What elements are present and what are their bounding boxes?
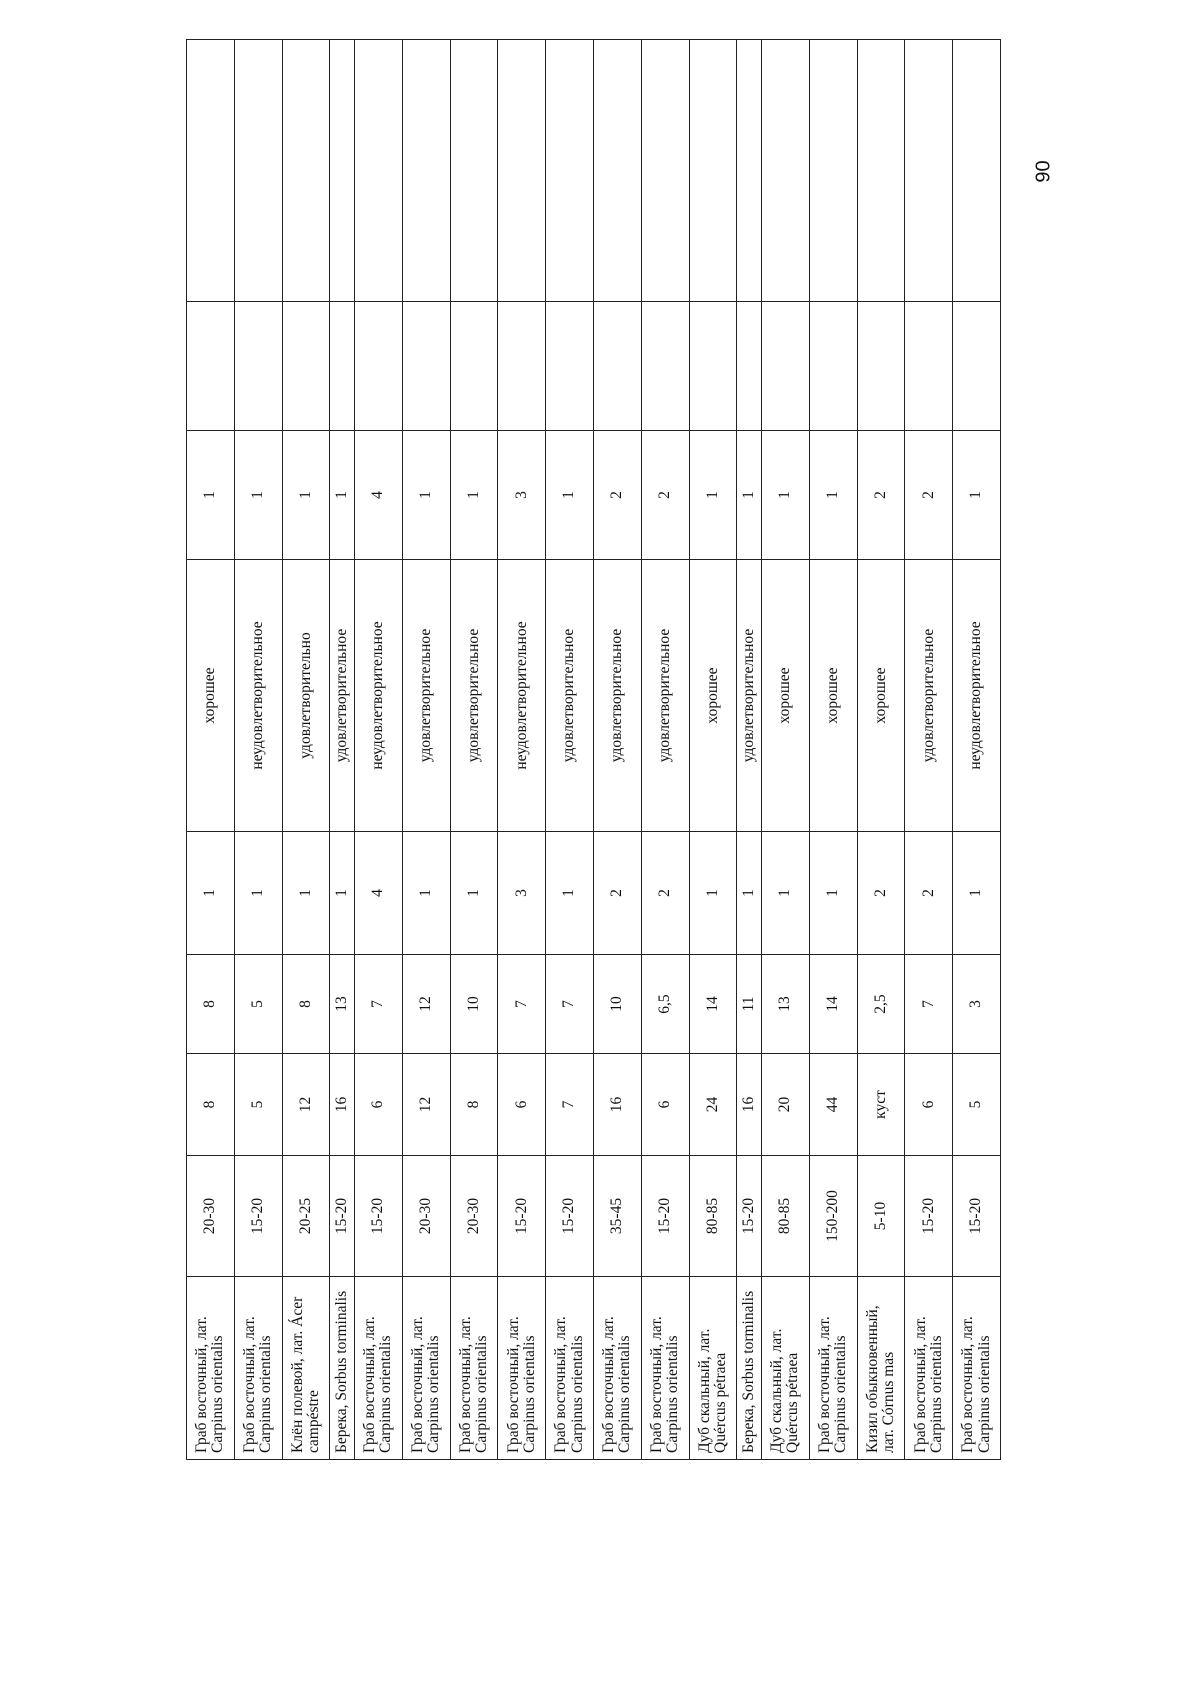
cell-species: Берека, Sorbus torminalis [330,1277,355,1460]
cell-condition: удовлетворительное [593,560,641,832]
cell-col-8 [450,302,498,431]
cell-col-8 [187,302,235,431]
table-row [330,40,355,1460]
table-row [187,40,235,1460]
cell-age: 15-20 [905,1156,953,1277]
cell-age: 35-45 [593,1156,641,1277]
cell-col-3: 6 [905,1054,953,1156]
cell-col-4: 2,5 [857,955,905,1054]
table-row [593,40,641,1460]
cell-col-7: 1 [953,431,1001,560]
cell-age: 15-20 [234,1156,282,1277]
cell-col-8 [234,302,282,431]
table-row [450,40,498,1460]
cell-age: 15-20 [737,1156,762,1277]
cell-col-9 [234,40,282,302]
cell-col-3: 6 [355,1054,403,1156]
table-row [282,40,330,1460]
cell-col-5: 1 [809,832,857,955]
cell-col-3: 16 [330,1054,355,1156]
cell-col-7: 1 [330,431,355,560]
cell-condition: неудовлетворительное [355,560,403,832]
cell-col-3: 24 [689,1054,737,1156]
cell-col-9 [330,40,355,302]
cell-col-9 [498,40,546,302]
cell-condition: удовлетворительное [546,560,594,832]
cell-col-4: 14 [689,955,737,1054]
cell-age: 15-20 [546,1156,594,1277]
cell-col-7: 2 [593,431,641,560]
cell-col-5: 1 [330,832,355,955]
cell-col-7: 1 [234,431,282,560]
cell-col-9 [761,40,809,302]
cell-col-7: 2 [905,431,953,560]
cell-age: 20-30 [402,1156,450,1277]
cell-col-7: 1 [187,431,235,560]
cell-col-8 [641,302,689,431]
table-row [953,40,1001,1460]
cell-species: Граб восточный, лат. Carpinus orientalis [450,1277,498,1460]
cell-col-4: 8 [187,955,235,1054]
cell-col-7: 4 [355,431,403,560]
cell-col-7: 1 [809,431,857,560]
cell-age: 15-20 [355,1156,403,1277]
cell-age: 80-85 [689,1156,737,1277]
cell-species: Граб восточный, лат. Carpinus orientalis [234,1277,282,1460]
cell-col-8 [905,302,953,431]
cell-age: 15-20 [330,1156,355,1277]
cell-col-8 [689,302,737,431]
cell-col-8 [593,302,641,431]
table-row [689,40,737,1460]
cell-col-8 [355,302,403,431]
cell-col-8 [761,302,809,431]
cell-col-8 [857,302,905,431]
table-row [402,40,450,1460]
table-row [857,40,905,1460]
cell-col-4: 10 [593,955,641,1054]
cell-col-8 [282,302,330,431]
cell-col-3: 6 [498,1054,546,1156]
cell-col-9 [689,40,737,302]
cell-species: Кизил обыкновенный, лат. Córnus mas [857,1277,905,1460]
cell-col-4: 7 [546,955,594,1054]
page-number: 90 [1032,160,1055,183]
cell-col-7: 1 [546,431,594,560]
cell-species: Граб восточный, лат. Carpinus orientalis [355,1277,403,1460]
table-row [905,40,953,1460]
cell-col-4: 14 [809,955,857,1054]
cell-age: 15-20 [953,1156,1001,1277]
rotated-table-wrapper [186,40,1001,1460]
cell-col-4: 13 [330,955,355,1054]
cell-condition: удовлетворительное [641,560,689,832]
cell-condition: хорошее [857,560,905,832]
cell-col-3: 44 [809,1054,857,1156]
cell-col-9 [593,40,641,302]
cell-col-4: 10 [450,955,498,1054]
cell-species: Граб восточный, лат. Carpinus orientalis [953,1277,1001,1460]
cell-age: 20-25 [282,1156,330,1277]
cell-col-5: 2 [857,832,905,955]
cell-condition: удовлетворительное [905,560,953,832]
cell-col-9 [450,40,498,302]
cell-col-3: 6 [641,1054,689,1156]
cell-condition: неудовлетворительное [953,560,1001,832]
cell-condition: удовлетворительное [450,560,498,832]
table-row [809,40,857,1460]
cell-condition: неудовлетворительное [498,560,546,832]
cell-col-3: 12 [402,1054,450,1156]
cell-col-5: 1 [402,832,450,955]
cell-condition: неудовлетворительное [234,560,282,832]
cell-col-5: 1 [737,832,762,955]
cell-species: Граб восточный, лат. Carpinus orientalis [402,1277,450,1460]
cell-condition: удовлетворительное [737,560,762,832]
cell-col-7: 1 [761,431,809,560]
table-row [546,40,594,1460]
cell-col-4: 7 [498,955,546,1054]
cell-age: 5-10 [857,1156,905,1277]
cell-col-8 [546,302,594,431]
cell-col-9 [187,40,235,302]
cell-col-5: 1 [282,832,330,955]
cell-col-4: 8 [282,955,330,1054]
table-row [737,40,762,1460]
table-row [641,40,689,1460]
cell-col-5: 4 [355,832,403,955]
cell-col-3: 16 [593,1054,641,1156]
cell-col-4: 12 [402,955,450,1054]
cell-col-5: 2 [593,832,641,955]
cell-col-5: 1 [234,832,282,955]
table-row [355,40,403,1460]
cell-col-4: 6,5 [641,955,689,1054]
cell-col-4: 7 [355,955,403,1054]
cell-col-8 [953,302,1001,431]
cell-species: Граб восточный, лат. Carpinus orientalis [593,1277,641,1460]
cell-col-3: 8 [187,1054,235,1156]
cell-col-5: 1 [450,832,498,955]
cell-col-5: 1 [689,832,737,955]
cell-age: 80-85 [761,1156,809,1277]
cell-species: Дуб скальный, лат. Quércus pétraea [761,1277,809,1460]
cell-col-8 [809,302,857,431]
cell-col-4: 5 [234,955,282,1054]
cell-col-5: 1 [546,832,594,955]
cell-col-7: 2 [857,431,905,560]
cell-col-7: 1 [402,431,450,560]
cell-col-9 [953,40,1001,302]
cell-col-5: 1 [953,832,1001,955]
cell-species: Граб восточный, лат. Carpinus orientalis [187,1277,235,1460]
cell-condition: удовлетворительное [402,560,450,832]
cell-col-7: 1 [282,431,330,560]
cell-col-8 [498,302,546,431]
cell-col-3: 5 [953,1054,1001,1156]
cell-col-5: 2 [641,832,689,955]
cell-species: Берека, Sorbus torminalis [737,1277,762,1460]
cell-age: 15-20 [641,1156,689,1277]
cell-species: Граб восточный, лат. Carpinus orientalis [641,1277,689,1460]
cell-condition: хорошее [689,560,737,832]
cell-col-3: 16 [737,1054,762,1156]
cell-col-9 [402,40,450,302]
cell-col-3: 8 [450,1054,498,1156]
cell-col-5: 3 [498,832,546,955]
cell-col-8 [402,302,450,431]
cell-col-9 [737,40,762,302]
table-row [498,40,546,1460]
tree-inventory-table [186,39,1001,1460]
cell-col-7: 1 [737,431,762,560]
cell-condition: хорошее [761,560,809,832]
cell-col-9 [809,40,857,302]
cell-species: Клён полевой, лат. Ácer campéstre [282,1277,330,1460]
cell-species: Граб восточный, лат. Carpinus orientalis [809,1277,857,1460]
cell-col-7: 2 [641,431,689,560]
table-row [761,40,809,1460]
cell-col-3: 5 [234,1054,282,1156]
cell-col-8 [737,302,762,431]
cell-species: Граб восточный, лат. Carpinus orientalis [546,1277,594,1460]
cell-col-3: 12 [282,1054,330,1156]
cell-col-4: 7 [905,955,953,1054]
cell-col-9 [355,40,403,302]
cell-col-9 [905,40,953,302]
table-body [187,40,1001,1460]
cell-col-4: 13 [761,955,809,1054]
cell-col-9 [641,40,689,302]
cell-col-7: 1 [689,431,737,560]
cell-condition: удовлетворительное [330,560,355,832]
cell-col-5: 1 [187,832,235,955]
cell-col-9 [546,40,594,302]
cell-col-4: 11 [737,955,762,1054]
cell-species: Граб восточный, лат. Carpinus orientalis [498,1277,546,1460]
cell-age: 20-30 [187,1156,235,1277]
cell-col-5: 1 [761,832,809,955]
table-row [234,40,282,1460]
cell-species: Граб восточный, лат. Carpinus orientalis [905,1277,953,1460]
cell-col-7: 1 [450,431,498,560]
cell-condition: удовлетворительно [282,560,330,832]
cell-col-8 [330,302,355,431]
cell-col-4: 3 [953,955,1001,1054]
cell-age: 20-30 [450,1156,498,1277]
cell-age: 15-20 [498,1156,546,1277]
cell-age: 150-200 [809,1156,857,1277]
cell-col-9 [282,40,330,302]
cell-species: Дуб скальный, лат. Quércus pétraea [689,1277,737,1460]
cell-condition: хорошее [187,560,235,832]
cell-col-5: 2 [905,832,953,955]
cell-col-3: 7 [546,1054,594,1156]
cell-col-3: куст [857,1054,905,1156]
cell-col-3: 20 [761,1054,809,1156]
cell-col-7: 3 [498,431,546,560]
cell-col-9 [857,40,905,302]
cell-condition: хорошее [809,560,857,832]
